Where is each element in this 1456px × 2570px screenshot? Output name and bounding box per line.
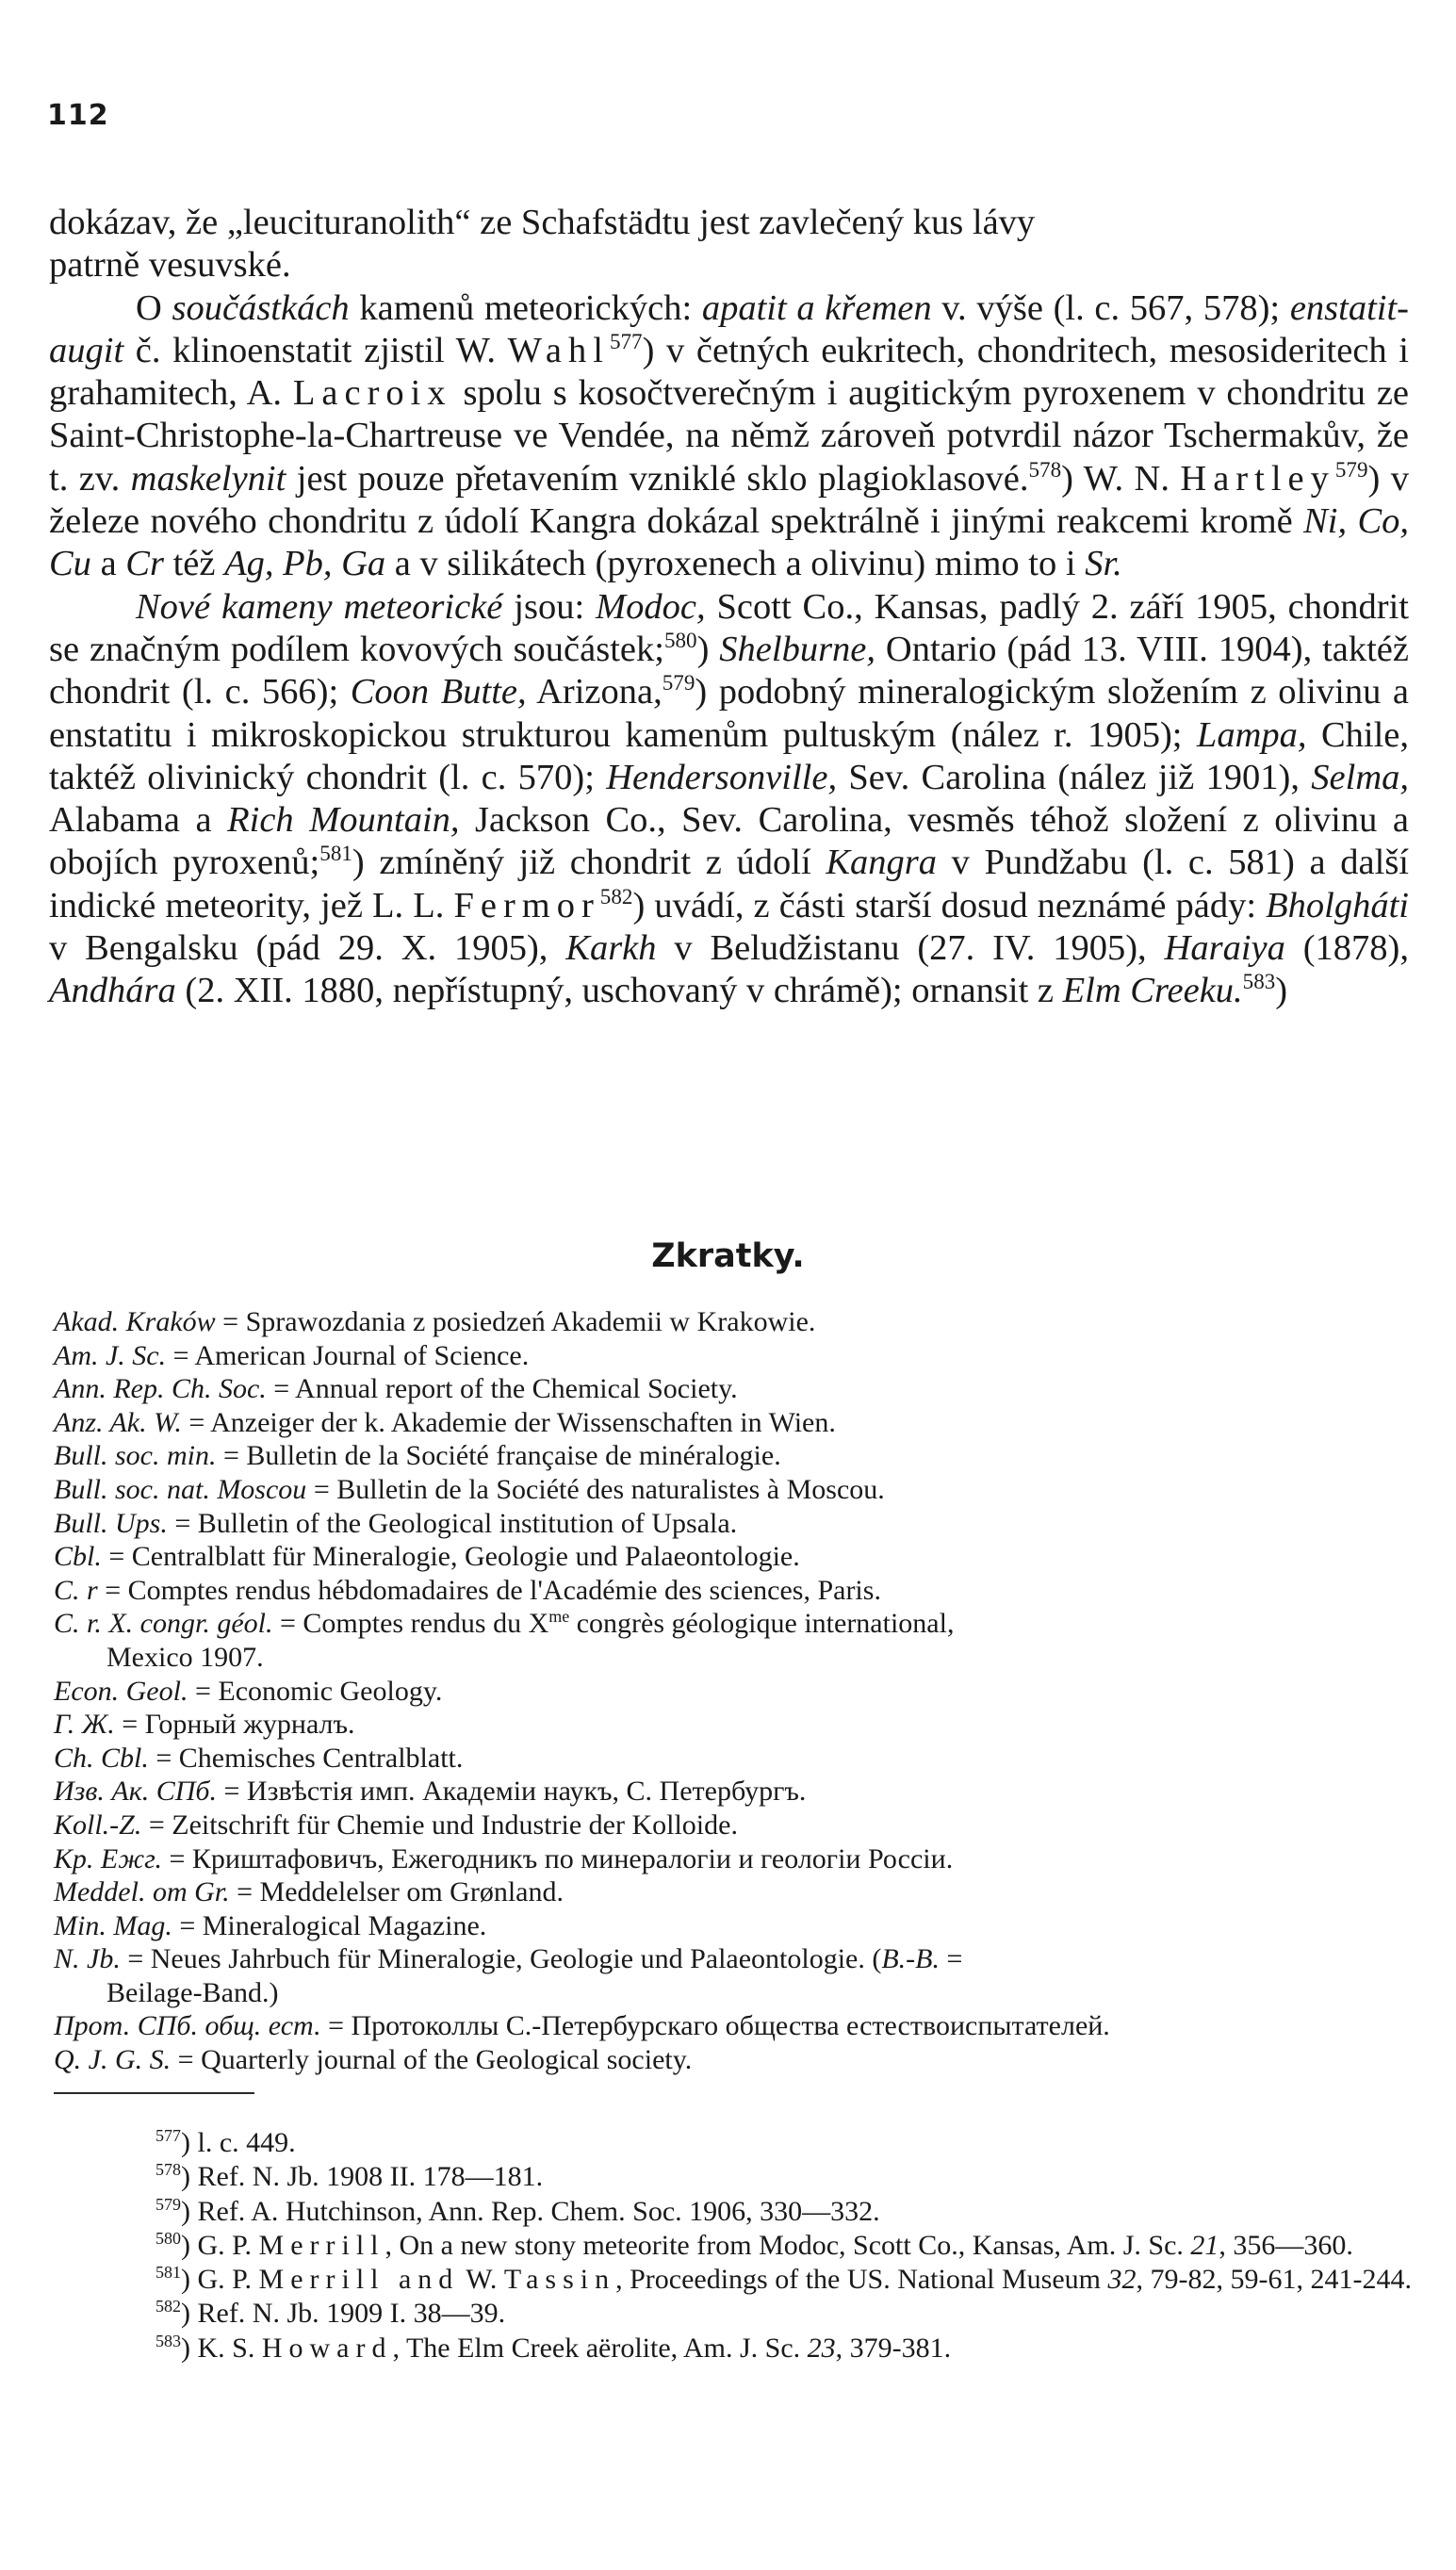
abbreviation-item-continuation: Beilage-Band.) [106,1976,279,2008]
author-name: Hartley [1180,458,1335,499]
paragraph-2: O součástkách kamenů meteorických: apatit a křemen v. výše (l. c. 567, 578); enstatit-augit č. klinoenstatit zjistil W. Wahl$^{577}$) v četných eukritech, chondritech, mesosideritech i grahamitech, A. Lacroix spolu s kosočtverečným i augitickým pyroxenem v chondritu ze Saint-Christophe-la-Chartreuse ve Vendée, na němž zároveň potvrdil názor Tschermakův, že t. zv. maskelynit jest pouze přetavením vzniklé sklo plagioklasové.$^{578}$) W. N. Hartley$^{579}$) v železe nového chondritu z údolí Kangra dokázal spektrálně i jinými reakcemi kromě Ni, Co, Cu a Cr též Ag, Pb, Ga a v silikátech (pyroxenech a olivinu) mimo to i Sr. [49,287,1410,584]
abbreviation-item: Akad. Kraków = Sprawozdania z posiedzeń Akademii w Krakowie. [54,1306,816,1337]
footnote-ref: 580 [663,628,697,653]
paragraph-1: dokázav, že „leucituranolith“ ze Schafstädtu jest zavlečený kus lávy patrně vesuvské. [49,203,1036,286]
abbreviation-item: Кр. Ежг. = Криштафовичъ, Ежегодникъ по минералогіи и геологіи Россіи. [54,1842,954,1874]
footnote: $^{582}$) Ref. N. Jb. 1909 I. 38—39. [155,2297,506,2330]
abbreviation-item: Am. J. Sc. = American Journal of Science. [54,1339,530,1371]
footnote: $^{581}$) G. P. Merrill and W. Tassin, Proceedings of the US. National Museum 32, 79-82, 59-61, 241-244. [155,2263,1412,2296]
footnote-ref: 578 [1028,456,1062,482]
abbreviation-item: C. r = Comptes rendus hébdomadaires de l'Académie des sciences, Paris. [54,1574,881,1606]
footnote-ref: 583 [1242,969,1276,994]
footnote: $^{577}$) l. c. 449. [155,2126,296,2158]
abbreviation-item: Min. Mag. = Mineralogical Magazine. [54,1909,487,1941]
abbreviation-item: Ann. Rep. Ch. Soc. = Annual report of the Chemical Society. [54,1373,738,1405]
footnote-divider [54,2092,254,2094]
footnote: $^{583}$) K. S. Howard, The Elm Creek aërolite, Am. J. Sc. 23, 379-381. [155,2331,952,2364]
abbreviation-item: Q. J. G. S. = Quarterly journal of the Geological society. [54,2044,693,2076]
abbreviation-item: Koll.-Z. = Zeitschrift für Chemie und Industrie der Kolloide. [54,1809,738,1841]
abbreviation-item: Anz. Ak. W. = Anzeiger der k. Akademie der Wissenschaften in Wien. [54,1406,836,1438]
footnote-ref: 579 [662,670,695,696]
abbreviation-item: Ch. Cbl. = Chemisches Centralblatt. [54,1742,464,1774]
author-name: Lacroix [292,373,452,414]
footnote-ref: 582 [599,883,633,909]
abbreviation-item: C. r. X. congr. géol. = Comptes rendus du $X^{me}$ congrès géologique international, [54,1607,955,1640]
abbreviation-item: Bull. soc. nat. Moscou = Bulletin de la Société des naturalistes à Moscou. [54,1473,885,1505]
abbreviations-list [54,1305,1414,2077]
footnote-ref: 577 [609,329,643,354]
abbreviation-item: Г. Ж. = Горный журналъ. [54,1709,355,1741]
footnote: $^{579}$) Ref. A. Hutchinson, Ann. Rep. Chem. Soc. 1906, 330—332. [155,2194,880,2227]
abbreviation-item: Meddel. om Gr. = Meddelelser om Grønland. [54,1876,564,1908]
abbreviation-item: Cbl. = Centralblatt für Mineralogie, Geologie und Palaeontologie. [54,1541,800,1573]
abbreviation-item: N. Jb. = Neues Jahrbuch für Mineralogie, Geologie und Palaeontologie. (B.-B. = [54,1943,963,1975]
abbreviation-item: Прот. СПб. общ. ест. = Протоколлы С.-Петербурскаго общества естествоиспытателей. [54,2010,1110,2042]
paragraph-3: Nové kameny meteorické jsou: Modoc, Scott Co., Kansas, padlý 2. září 1905, chondrit se značným podílem kovových součástek;$^{580}$) Shelburne, Ontario (pád 13. VIII. 1904), taktéž chondrit (l. c. 566); Coon Butte, Arizona,$^{579}$) podobný mineralogickým složením z olivinu a enstatitu i mikroskopickou strukturou kamenům pultuským (nález r. 1905); Lampa, Chile, taktéž olivinický chondrit (l. c. 570); Hendersonville, Sev. Carolina (nález již 1901), Selma, Alabama a Rich Mountain, Jackson Co., Sev. Carolina, vesměs téhož složení z olivinu a obojích pyroxenů;$^{581}$) zmíněný již chondrit z údolí Kangra v Pundžabu (l. c. 581) a další indické meteority, jež L. L. Fermor$^{582}$) uvádí, z části starší dosud neznámé pády: Bholgháti v Bengalsku (pád 29. X. 1905), Karkh v Beludžistanu (27. IV. 1905), Haraiya (1878), Andhára (2. XII. 1880, nepřístupný, uschovaný v chrámě); ornansit z Elm Creeku.$^{583}$) [49,586,1409,1011]
abbreviation-item-continuation: Mexico 1907. [106,1641,264,1673]
abbreviation-item: Econ. Geol. = Economic Geology. [54,1675,443,1707]
footnote: $^{580}$) G. P. Merrill, On a new stony meteorite from Modoc, Scott Co., Kansas, Am. J. Sc. 21, 356—360. [155,2228,1353,2261]
footnote-ref: 579 [1334,456,1368,482]
main-text [49,202,1409,1013]
footnotes-list [54,2126,1414,2365]
author-name: Fermor [453,885,600,925]
footnote: $^{578}$) Ref. N. Jb. 1908 II. 178—181. [155,2160,544,2193]
author-name: Wahl [507,330,610,370]
footnote-ref: 581 [319,841,352,866]
abbreviations-heading: Zkratky. [651,1237,805,1275]
abbreviation-item: Bull. soc. min. = Bulletin de la Société française de minéralogie. [54,1440,781,1472]
page-number: 112 [47,99,109,132]
abbreviation-item: Bull. Ups. = Bulletin of the Geological institution of Upsala. [54,1507,738,1539]
abbreviation-item: Изв. Ак. СПб. = Извѣстія имп. Академіи наукъ, С. Петербургъ. [54,1776,807,1808]
